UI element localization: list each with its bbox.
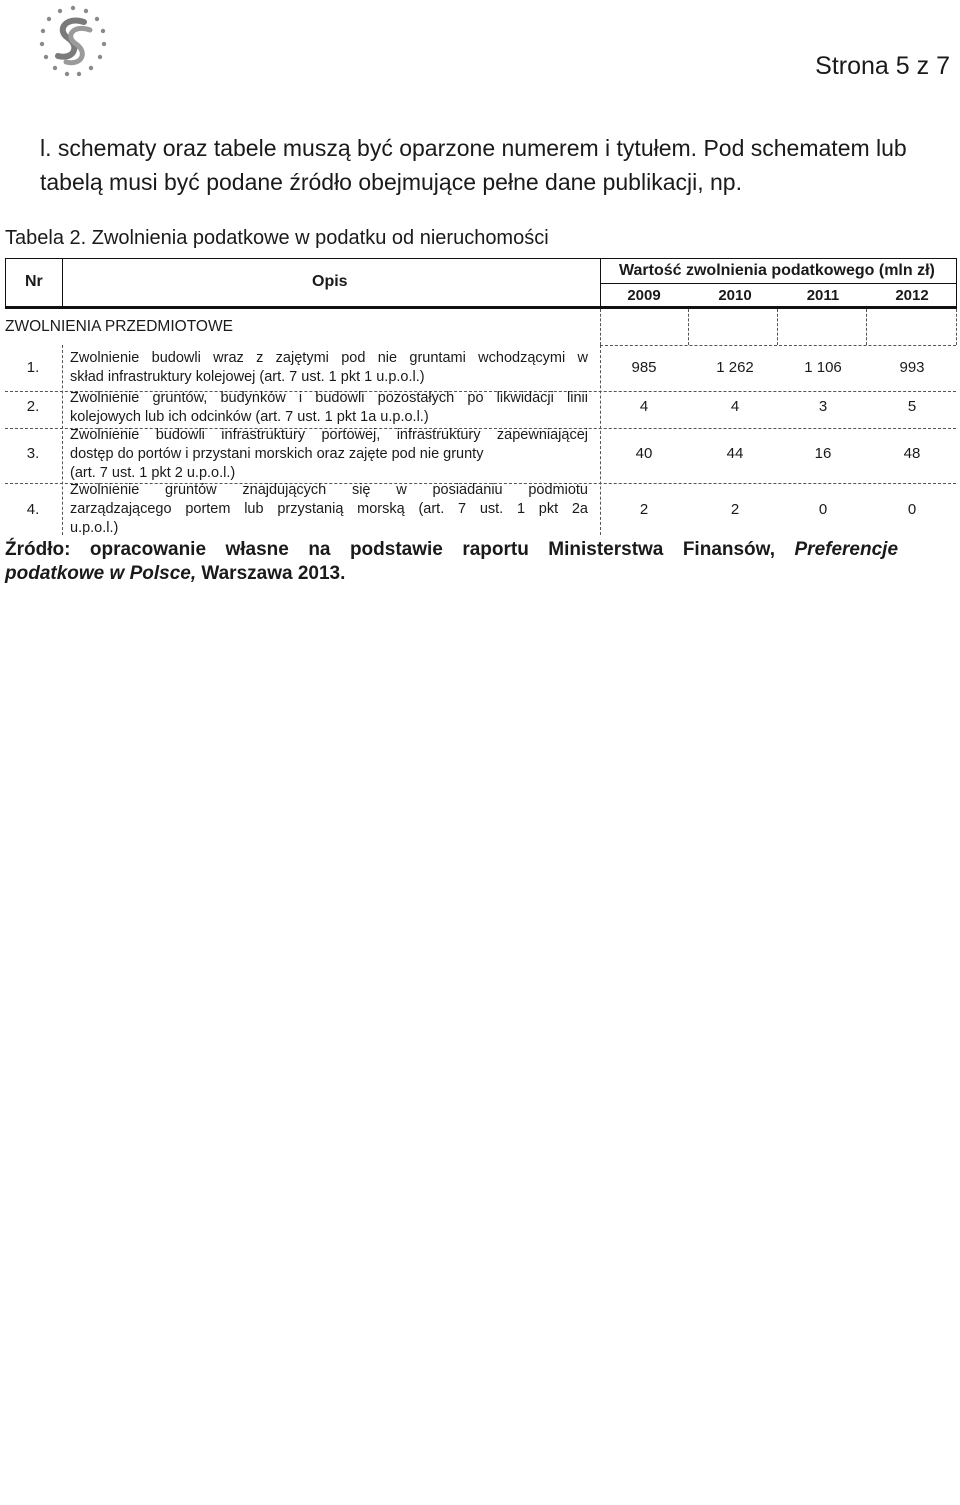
- column-header-opis: Opis: [312, 273, 348, 290]
- source-title-continued: podatkowe w Polsce,: [5, 563, 197, 584]
- page-current: 5: [895, 52, 910, 80]
- value-cell: 44: [726, 445, 744, 462]
- value-cell: 5: [907, 398, 917, 415]
- value-cell: 0: [818, 501, 828, 518]
- description-line: (art. 7 ust. 1 pkt 2 u.p.o.l.): [70, 465, 236, 481]
- page-label: Strona: [815, 52, 889, 80]
- value-cell: 40: [635, 445, 653, 462]
- description-line: Zwolnienie gruntów znajdujących się w posiadaniu podmiotu: [70, 482, 588, 498]
- intro-line-1: l. schematy oraz tabele muszą być oparzone numerem i tytułem. Pod schematem lub: [40, 135, 907, 161]
- table-caption: Tabela 2. Zwolnienia podatkowe w podatku od nieruchomości: [5, 227, 549, 249]
- table-left-border: [5, 258, 6, 306]
- value-cell: 4: [639, 398, 649, 415]
- value-cell: 993: [899, 359, 925, 376]
- row-description: [70, 481, 588, 538]
- dashed-divider: [688, 309, 689, 345]
- page-total: 7: [936, 52, 950, 80]
- description-line: dostęp do portów i przystani morskich oraz zajęte pod nie grunty: [70, 446, 484, 462]
- dashed-divider: [62, 345, 63, 535]
- double-s-emblem-icon: [30, 2, 116, 82]
- column-header-nr: Nr: [25, 273, 43, 290]
- year-header: 2010: [718, 287, 752, 304]
- row-number: 1.: [26, 359, 40, 376]
- value-cell: 1 262: [716, 359, 754, 376]
- section-title: ZWOLNIENIA PRZEDMIOTOWE: [5, 318, 233, 335]
- dashed-divider: [956, 309, 957, 345]
- dashed-divider: [777, 309, 778, 345]
- value-cell: 16: [814, 445, 832, 462]
- value-cell: 4: [730, 398, 740, 415]
- source-line-2: [5, 563, 345, 585]
- row-number: 4.: [26, 501, 40, 518]
- description-line: skład infrastruktury kolejowej (art. 7 ust. 1 pkt 1 u.p.o.l.): [70, 369, 425, 385]
- nr-column-divider: [62, 258, 63, 306]
- description-line: zarządzającego portem lub przystanią morską (art. 7 ust. 1 pkt 2a: [70, 501, 588, 517]
- intro-line-2: tabelą musi być podane źródło obejmujące pełne dane publikacji, np.: [40, 169, 742, 195]
- description-line: Zwolnienie budowli infrastruktury portowej, infrastruktury zapewniającej: [70, 427, 588, 443]
- row-description: [70, 389, 588, 427]
- source-title: Preferencje: [794, 539, 899, 560]
- description-line: u.p.o.l.): [70, 520, 119, 536]
- column-header-value: Wartość zwolnienia podatkowego (mln zł): [619, 262, 935, 279]
- dashed-divider: [600, 345, 601, 535]
- opis-column-divider: [600, 258, 601, 306]
- source-line-1: [5, 539, 898, 561]
- value-cell: 48: [903, 445, 921, 462]
- description-line: Zwolnienie gruntów, budynków i budowli pozostałych po likwidacji linii: [70, 390, 588, 406]
- row-number: 3.: [26, 445, 40, 462]
- value-cell: 985: [631, 359, 657, 376]
- value-cell: 2: [639, 501, 649, 518]
- page-number: [815, 52, 950, 81]
- row-description: [70, 349, 588, 387]
- row-number: 2.: [26, 398, 40, 415]
- value-cell: 0: [907, 501, 917, 518]
- description-line: Zwolnienie budowli wraz z zajętymi pod nie gruntami wchodzącymi w: [70, 350, 588, 366]
- dashed-divider: [866, 309, 867, 345]
- year-header: 2009: [627, 287, 661, 304]
- source-publisher: Warszawa 2013.: [196, 563, 346, 584]
- logo: [30, 2, 116, 82]
- page-separator: z: [916, 52, 930, 80]
- value-cell: 1 106: [804, 359, 842, 376]
- year-header: 2011: [806, 287, 840, 304]
- dashed-divider: [600, 345, 956, 346]
- description-line: kolejowych lub ich odcinków (art. 7 ust. 1 pkt 1a u.p.o.l.): [70, 409, 429, 425]
- dashed-divider: [600, 309, 601, 345]
- value-cell: 2: [730, 501, 740, 518]
- source-prefix: Źródło: opracowanie własne na podstawie raportu Ministerstwa Finansów,: [5, 539, 776, 560]
- year-header-divider: [600, 283, 957, 284]
- row-description: [70, 426, 588, 483]
- table-top-border: [5, 258, 957, 259]
- value-cell: 3: [818, 398, 828, 415]
- header-bottom-border: [5, 306, 957, 309]
- year-header: 2012: [895, 287, 929, 304]
- table-right-border: [956, 258, 957, 306]
